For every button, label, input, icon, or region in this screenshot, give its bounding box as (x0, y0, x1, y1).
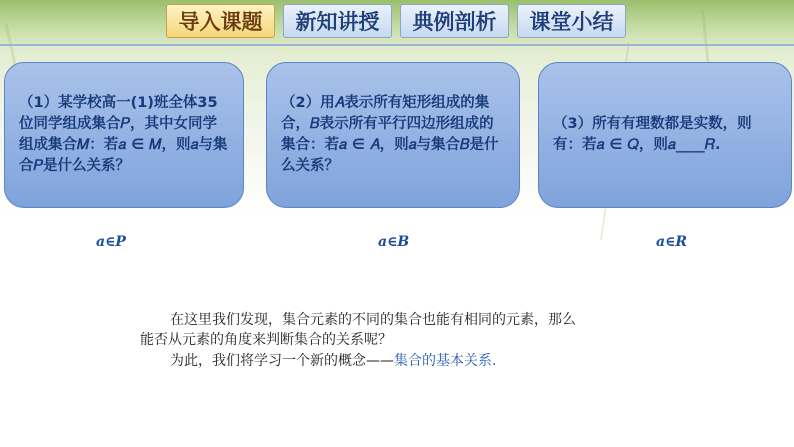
tab-examples[interactable]: 典例剖析 (400, 4, 509, 38)
answer-2: a∈B (378, 234, 410, 250)
answer-1: a∈P (96, 234, 126, 250)
question-card-1 (4, 62, 244, 208)
concept-highlight: 集合的基本关系 (394, 353, 492, 369)
summary-prefix: 为此，我们将学习一个新的概念—— (170, 353, 394, 369)
summary-line-1: 在这里我们发现，集合元素的不同的集合也能有相同的元素，那么 (170, 312, 576, 328)
tab-intro[interactable]: 导入课题 (166, 4, 275, 38)
summary-line-3 (170, 351, 496, 371)
header-divider (0, 44, 794, 46)
question-card-2 (266, 62, 520, 208)
answer-3: a∈R (656, 234, 688, 250)
question-text: （1）某学校高一(1)班全体35位同学组成集合𝑃，其中女同学组成集合𝑀：若𝑎 ∈ 𝑀，则𝑎与集合𝑃是什么关系？ (19, 95, 228, 174)
question-card-3 (538, 62, 792, 208)
summary-line-2: 能否从元素的角度来判断集合的关系呢？ (140, 332, 392, 348)
header-band (0, 0, 794, 44)
question-text: （2）用𝐴表示所有矩形组成的集合，𝐵表示所有平行四边形组成的集合：若𝑎 ∈ 𝐴，则𝑎与集合𝐵是什么关系？ (281, 95, 499, 174)
question-text: （3）所有有理数都是实数，则有：若𝑎 ∈ 𝑄，则𝑎____𝑅. (553, 116, 752, 153)
tab-summary[interactable]: 课堂小结 (517, 4, 626, 38)
summary-suffix: . (492, 353, 497, 369)
tab-new-knowledge[interactable]: 新知讲授 (283, 4, 392, 38)
